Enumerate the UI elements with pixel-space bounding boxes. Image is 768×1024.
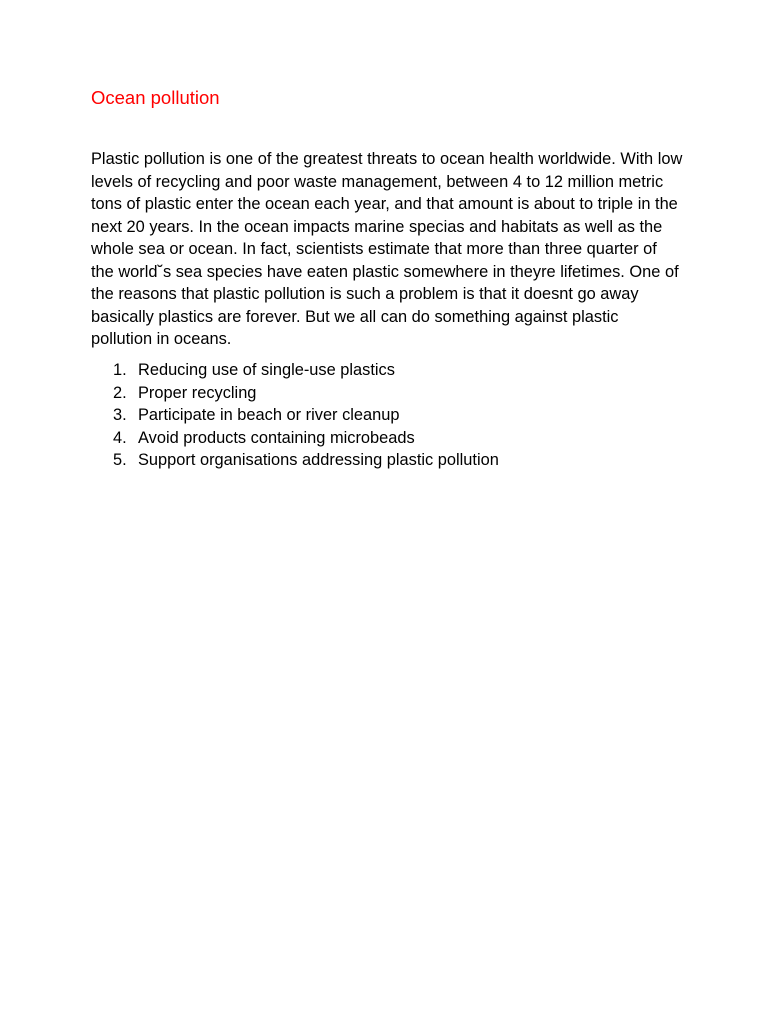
list-item — [91, 404, 683, 427]
body-paragraph: Plastic pollution is one of the greatest threats to ocean health worldwide. With low levels of recycling and poor waste management, between 4 to 12 million metric tons of plastic enter the ocean each year, and that amount is about to triple in the next 20 years. In the ocean impacts marine specias and habitats as well as the whole sea or ocean. In fact, scientists estimate that more than three quarter of the world˘s sea species have eaten plastic somewhere in theyre lifetimes. One of the reasons that plastic pollution is such a problem is that it doesnt go away basically plastics are forever. But we all can do something against plastic pollution in oceans. — [91, 150, 683, 348]
list-item — [91, 427, 683, 450]
list-item-text: Support organisations addressing plastic pollution — [138, 451, 499, 469]
list-item-number: 1. — [113, 361, 127, 379]
list-item-number: 5. — [113, 451, 127, 469]
list-item-text: Avoid products containing microbeads — [138, 428, 415, 447]
list-item-number: 3. — [113, 406, 127, 424]
document-title: Ocean pollution — [91, 87, 220, 108]
list-item — [91, 449, 683, 472]
list-item — [91, 382, 683, 405]
action-list — [91, 359, 683, 472]
list-item-text: Reducing use of single-use plastics — [138, 361, 395, 379]
list-item-number: 4. — [113, 428, 127, 447]
list-item — [91, 359, 683, 382]
list-item-text: Proper recycling — [138, 383, 257, 402]
list-item-text: Participate in beach or river cleanup — [138, 406, 400, 424]
list-item-number: 2. — [113, 383, 127, 402]
